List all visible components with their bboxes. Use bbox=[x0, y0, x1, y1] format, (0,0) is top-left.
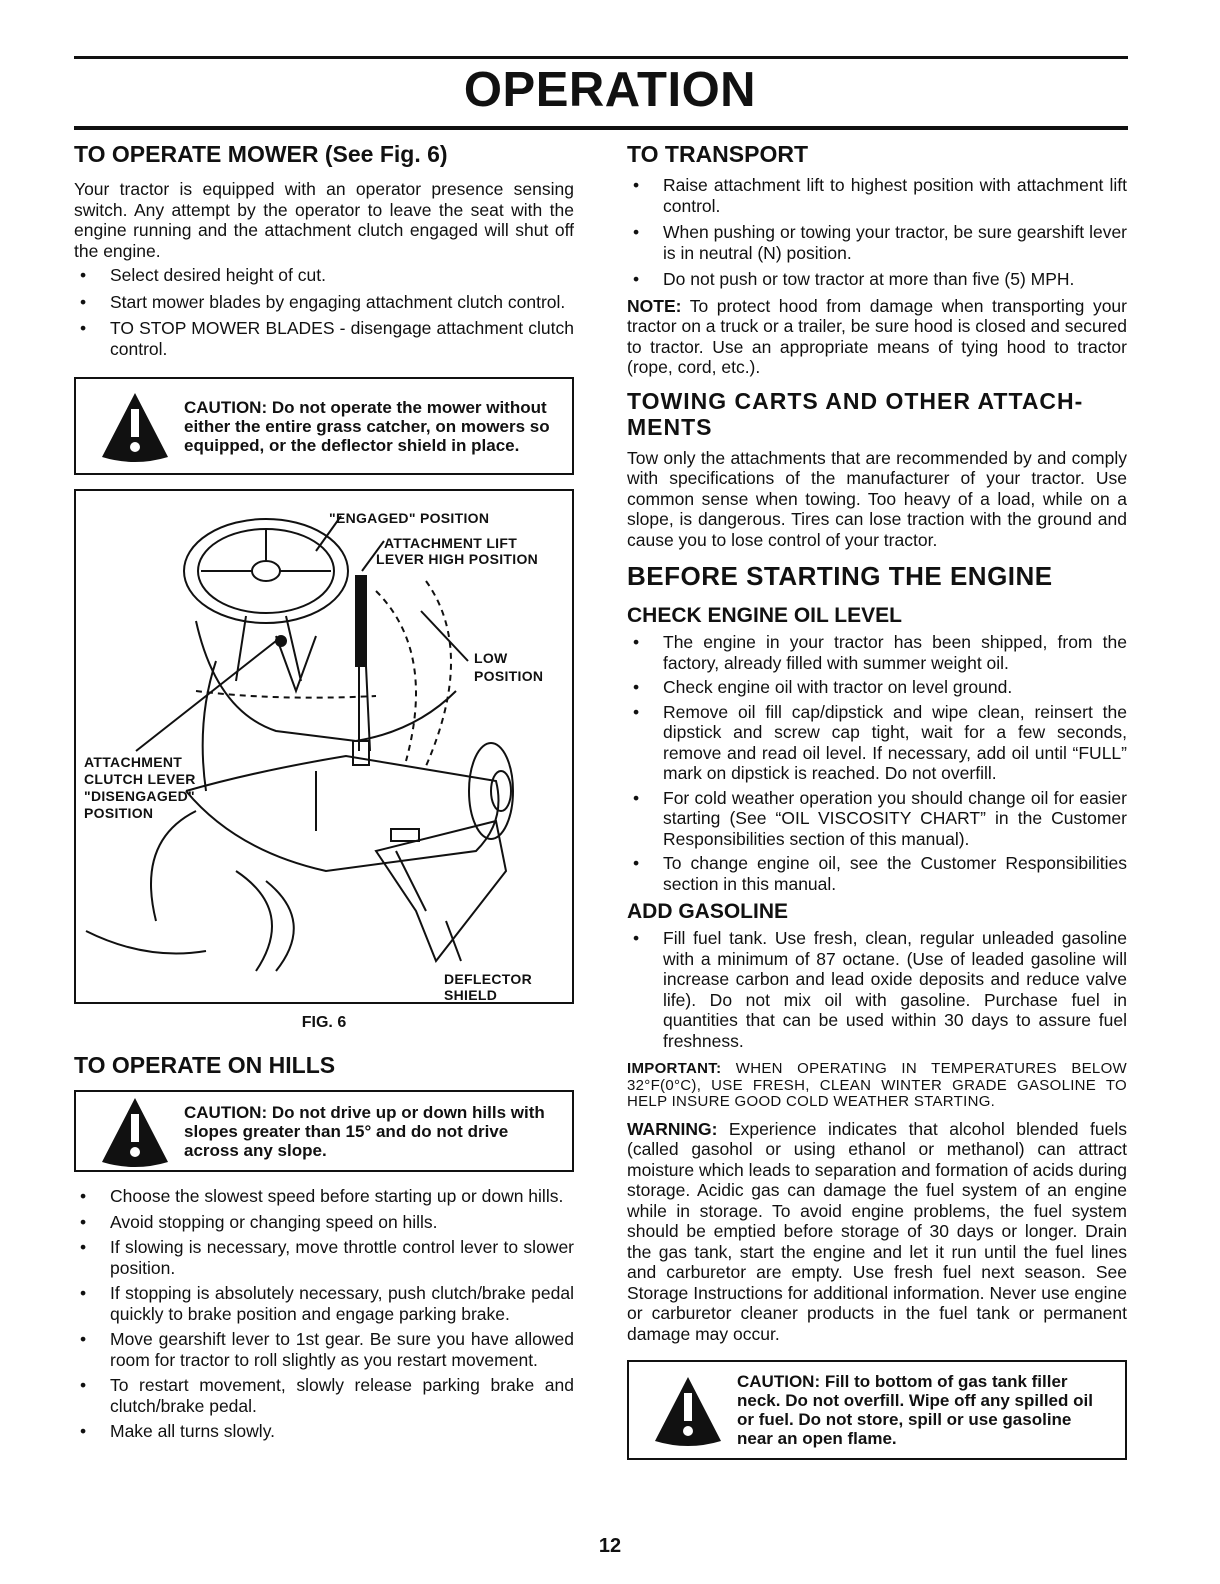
note-text: To protect hood from damage when transporting your tractor on a truck or a trailer, be sure hood is closed and secured to tractor. Use an appropriate means of tying hood to tractor (rope, cord, etc.). bbox=[627, 295, 1127, 377]
list-item: • Check engine oil with tractor on level ground. bbox=[627, 677, 1127, 698]
list-item: • If stopping is absolutely necessary, push clutch/brake pedal quickly to brake position and engage parking brake. bbox=[74, 1283, 574, 1324]
list-item: • Avoid stopping or changing speed on hills. bbox=[74, 1212, 574, 1233]
top-rule bbox=[74, 56, 1128, 59]
transport-note bbox=[627, 296, 1127, 378]
mower-intro: Your tractor is equipped with an operator presence sensing switch. Any attempt by the operator to leave the seat with the engine running and the attachment clutch engaged will shut off the engine. bbox=[74, 179, 574, 261]
warning-note bbox=[627, 1119, 1127, 1345]
list-item: • To change engine oil, see the Customer Responsibilities section in this manual. bbox=[627, 853, 1127, 894]
oil-heading: CHECK ENGINE OIL LEVEL bbox=[627, 604, 902, 627]
left-column bbox=[74, 141, 574, 1442]
figure-caption: FIG. 6 bbox=[301, 1014, 347, 1031]
page-title: OPERATION bbox=[463, 63, 757, 117]
label-clutch-1: ATTACHMENT bbox=[84, 754, 183, 770]
important-text: WHEN OPERATING IN TEMPERATURES BELOW 32°F(0°C), USE FRESH, CLEAN WINTER GRADE GASOLINE TO HELP INSURE GOOD COLD WEATHER STARTING. bbox=[627, 1060, 1127, 1110]
label-low-2: POSITION bbox=[474, 668, 544, 684]
warning-triangle-icon bbox=[98, 1094, 172, 1168]
before-heading: BEFORE STARTING THE ENGINE bbox=[627, 561, 1053, 591]
oil-bullets bbox=[627, 632, 1127, 894]
hills-caution-text: CAUTION: Do not drive up or down hills with slopes greater than 15° and do not drive across any slope. bbox=[184, 1102, 545, 1160]
list-item: • Raise attachment lift to highest position with attachment lift control. bbox=[627, 175, 1127, 216]
label-deflector-1: DEFLECTOR bbox=[444, 971, 532, 987]
list-item: • To restart movement, slowly release parking brake and clutch/brake pedal. bbox=[74, 1375, 574, 1416]
list-item: • The engine in your tractor has been shipped, from the factory, already filled with summer weight oil. bbox=[627, 632, 1127, 673]
label-lift-1: ATTACHMENT LIFT bbox=[384, 535, 518, 551]
list-item: • Move gearshift lever to 1st gear. Be sure you have allowed room for tractor to roll slightly as you restart movement. bbox=[74, 1329, 574, 1370]
list-item: • TO STOP MOWER BLADES - disengage attachment clutch control. bbox=[74, 318, 574, 359]
transport-bullets bbox=[627, 175, 1127, 290]
hills-bullets bbox=[74, 1186, 574, 1442]
note-label: NOTE: bbox=[627, 295, 682, 316]
important-note bbox=[627, 1061, 1127, 1111]
mower-heading: TO OPERATE MOWER (See Fig. 6) bbox=[74, 141, 448, 167]
mower-controls-illustration bbox=[76, 491, 572, 1002]
list-item: • Choose the slowest speed before starting up or down hills. bbox=[74, 1186, 574, 1207]
label-clutch-3: "DISENGAGED" bbox=[84, 788, 195, 804]
mower-bullets bbox=[74, 265, 574, 359]
hills-heading: TO OPERATE ON HILLS bbox=[74, 1052, 336, 1078]
list-item: • If slowing is necessary, move throttle control lever to slower position. bbox=[74, 1237, 574, 1278]
page-number: 12 bbox=[598, 1535, 622, 1557]
list-item: • When pushing or towing your tractor, be sure gearshift lever is in neutral (N) position. bbox=[627, 222, 1127, 263]
warning-label: WARNING: bbox=[627, 1118, 718, 1139]
list-item: • For cold weather operation you should change oil for easier starting (See “OIL VISCOSITY CHART” in the Customer Responsibilities section of this manual). bbox=[627, 788, 1127, 850]
gas-heading: ADD GASOLINE bbox=[627, 900, 789, 923]
label-lift-2: LEVER HIGH POSITION bbox=[376, 551, 539, 567]
label-low-1: LOW bbox=[474, 650, 508, 666]
list-item: • Start mower blades by engaging attachment clutch control. bbox=[74, 292, 574, 313]
label-clutch-4: POSITION bbox=[84, 805, 154, 821]
gas-bullets bbox=[627, 928, 1127, 1051]
gas-caution-box bbox=[627, 1360, 1127, 1460]
list-item: • Do not push or tow tractor at more than five (5) MPH. bbox=[627, 269, 1127, 290]
hills-caution-box bbox=[74, 1090, 574, 1172]
list-item: • Remove oil fill cap/dipstick and wipe clean, reinsert the dipstick and screw cap tight, wait for a few seconds, remove and read oil level. If necessary, add oil until “FULL” mark on dipstick is reached. Do not overfill. bbox=[627, 702, 1127, 784]
towing-text: Tow only the attachments that are recommended by and comply with specifications of the manufacturer of your tractor. Use common sense when towing. Too heavy of a load, while on a slope, is dangerous. Tires can lose traction with the ground and cause you to lose control of your tractor. bbox=[627, 447, 1127, 550]
mower-caution-text: CAUTION: Do not operate the mower without either the entire grass catcher, on mowers so equipped, or the deflector shield in place. bbox=[184, 397, 550, 455]
label-engaged: "ENGAGED" POSITION bbox=[329, 510, 490, 526]
list-item: • Select desired height of cut. bbox=[74, 265, 574, 286]
list-item: • Make all turns slowly. bbox=[74, 1421, 574, 1442]
warning-triangle-icon bbox=[651, 1373, 725, 1447]
list-item: • Fill fuel tank. Use fresh, clean, regular unleaded gasoline with a minimum of 87 octane. (Use of leaded gasoline will increase carbon and lead oxide deposits and reduce valve life). Do not mix oil with gasoline. Purchase fuel in quantities that can be used within 30 days to assure fuel freshness. bbox=[627, 928, 1127, 1051]
figure-6 bbox=[74, 489, 574, 1004]
label-clutch-2: CLUTCH LEVER bbox=[84, 771, 196, 787]
right-column bbox=[627, 141, 1127, 1460]
warning-text: Experience indicates that alcohol blended fuels (called gasohol or using ethanol or methanol) can attract moisture which leads to separation and formation of acids during storage. Acidic gas can damage the fuel system of an engine while in storage. To avoid engine problems, the fuel system should be emptied before storage of 30 days or longer. Drain the gas tank, start the engine and let it run until the fuel lines and carburetor are empty. Use fresh fuel next season. See Storage Instructions for additional information. Never use engine or carburetor cleaner products in the fuel tank or permanent damage may occur. bbox=[627, 1118, 1127, 1344]
mower-caution-box bbox=[74, 377, 574, 475]
towing-heading: TOWING CARTS AND OTHER ATTACH-MENTS bbox=[627, 387, 1084, 440]
important-label: IMPORTANT: bbox=[627, 1060, 722, 1077]
title-underline bbox=[74, 126, 1128, 130]
gas-caution-text: CAUTION: Fill to bottom of gas tank filler neck. Do not overfill. Wipe off any spilled oil or fuel. Do not store, spill or use gasoline near an open flame. bbox=[737, 1372, 1093, 1448]
label-deflector-2: SHIELD bbox=[444, 987, 498, 1003]
transport-heading: TO TRANSPORT bbox=[627, 141, 809, 167]
warning-triangle-icon bbox=[98, 389, 172, 463]
